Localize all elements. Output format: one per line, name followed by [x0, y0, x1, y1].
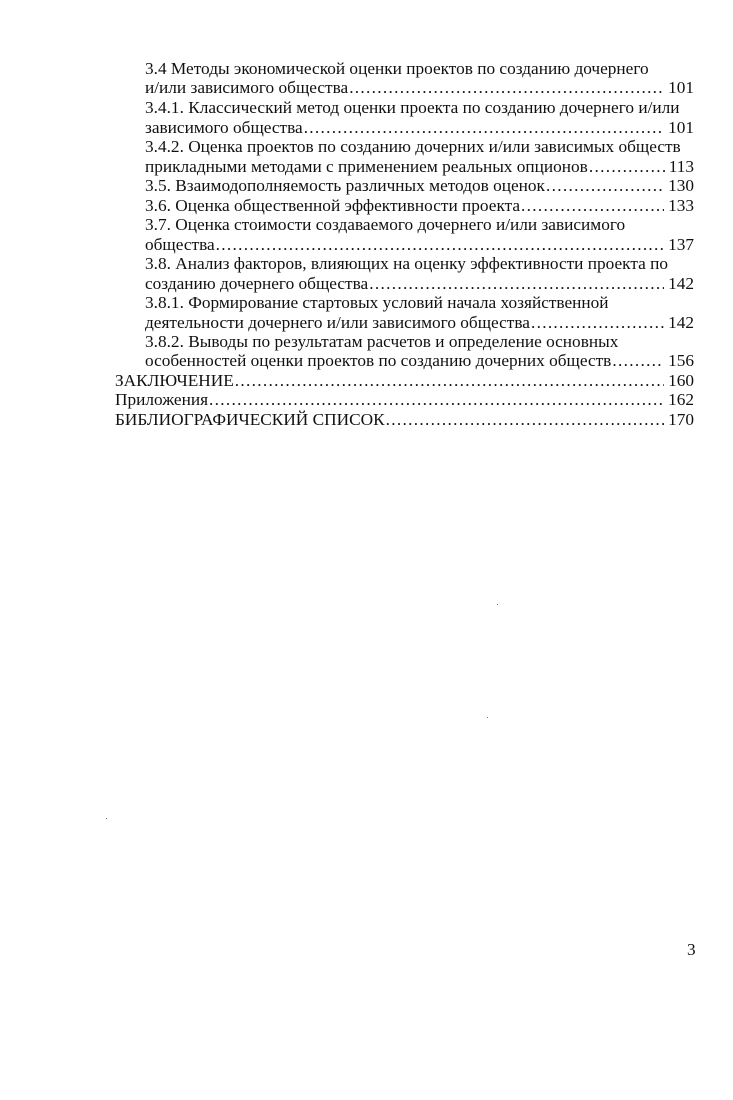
- dot-leader: [612, 351, 664, 371]
- toc-entry-row: [145, 196, 694, 216]
- toc-entry-title-line: прикладными методами с применением реальных опционов: [145, 157, 588, 176]
- dot-leader: [546, 176, 664, 196]
- scan-speck: [497, 604, 498, 605]
- toc-entry-title-line: Приложения: [115, 390, 209, 409]
- toc-entry-row: [145, 274, 694, 294]
- toc-entry-title-line: 3.6. Оценка общественной эффективности проекта: [145, 196, 521, 215]
- dot-leader: [386, 410, 664, 430]
- toc-entry-title-line: 3.8.2. Выводы по результатам расчетов и определение основных: [145, 332, 619, 351]
- toc-entry-row: [145, 157, 694, 177]
- toc-entry-title-line: и/или зависимого общества: [145, 78, 349, 97]
- dot-leader: [369, 274, 664, 294]
- page-number: 3: [687, 940, 696, 959]
- toc-page-number: 137: [668, 235, 694, 254]
- toc-page-number: 170: [668, 410, 694, 429]
- toc-entry-title-line: 3.8.1. Формирование стартовых условий начала хозяйственной: [145, 293, 609, 312]
- dot-leader: [216, 235, 664, 255]
- toc-entry-title-line: 3.4.2. Оценка проектов по созданию дочерних и/или зависимых обществ: [145, 137, 681, 156]
- toc-entry-title-line: общества: [145, 235, 215, 254]
- toc-entry-title-line: зависимого общества: [145, 118, 303, 137]
- toc-page-number: 133: [668, 196, 694, 215]
- toc-entry-title-line: ЗАКЛЮЧЕНИЕ: [115, 371, 234, 390]
- toc-entry-title-line: деятельности дочернего и/или зависимого общества: [145, 313, 530, 332]
- toc-entry-title-line: 3.5. Взаимодополняемость различных методов оценок: [145, 176, 545, 195]
- dot-leader: [235, 371, 664, 391]
- toc-entry-title-line: особенностей оценки проектов по созданию дочерних обществ: [145, 351, 612, 370]
- dot-leader: [349, 78, 664, 98]
- dot-leader: [531, 313, 664, 333]
- toc-page-number: 130: [668, 176, 694, 195]
- dot-leader: [304, 118, 664, 138]
- toc-page-number: 160: [668, 371, 694, 390]
- toc-entry-title-line: 3.4.1. Классический метод оценки проекта по созданию дочернего и/или: [145, 98, 680, 117]
- scan-speck: [487, 717, 488, 718]
- toc-entry-row: [145, 176, 694, 196]
- toc-entry-row: [115, 410, 694, 430]
- toc-entry-row: [115, 390, 694, 410]
- toc-page-number: 101: [668, 118, 694, 137]
- toc-entry-row: [145, 78, 694, 98]
- toc-entry-row: [145, 235, 694, 255]
- toc-entry-row: [145, 351, 694, 371]
- scan-speck: [106, 818, 107, 819]
- toc-page-number: 156: [668, 351, 694, 370]
- toc-page-number: 142: [668, 274, 694, 293]
- dot-leader: [521, 196, 664, 216]
- toc-entry-title-line: созданию дочернего общества: [145, 274, 369, 293]
- toc-entry-row: [115, 371, 694, 391]
- toc-entry-title-line: 3.8. Анализ факторов, влияющих на оценку эффективности проекта по: [145, 254, 668, 273]
- toc-page-number: 142: [668, 313, 694, 332]
- toc-entry-title-line: 3.4 Методы экономической оценки проектов по созданию дочернего: [145, 59, 649, 78]
- toc-entry-title-line: 3.7. Оценка стоимости создаваемого дочернего и/или зависимого: [145, 215, 626, 234]
- toc-page-number: 113: [668, 157, 694, 176]
- toc-entry-row: [145, 118, 694, 138]
- toc-page-number: 162: [668, 390, 694, 409]
- dot-leader: [589, 157, 665, 177]
- toc-entry-row: [145, 313, 694, 333]
- toc-page-number: 101: [668, 78, 694, 97]
- dot-leader: [209, 390, 664, 410]
- toc-entry-title-line: БИБЛИОГРАФИЧЕСКИЙ СПИСОК: [115, 410, 385, 429]
